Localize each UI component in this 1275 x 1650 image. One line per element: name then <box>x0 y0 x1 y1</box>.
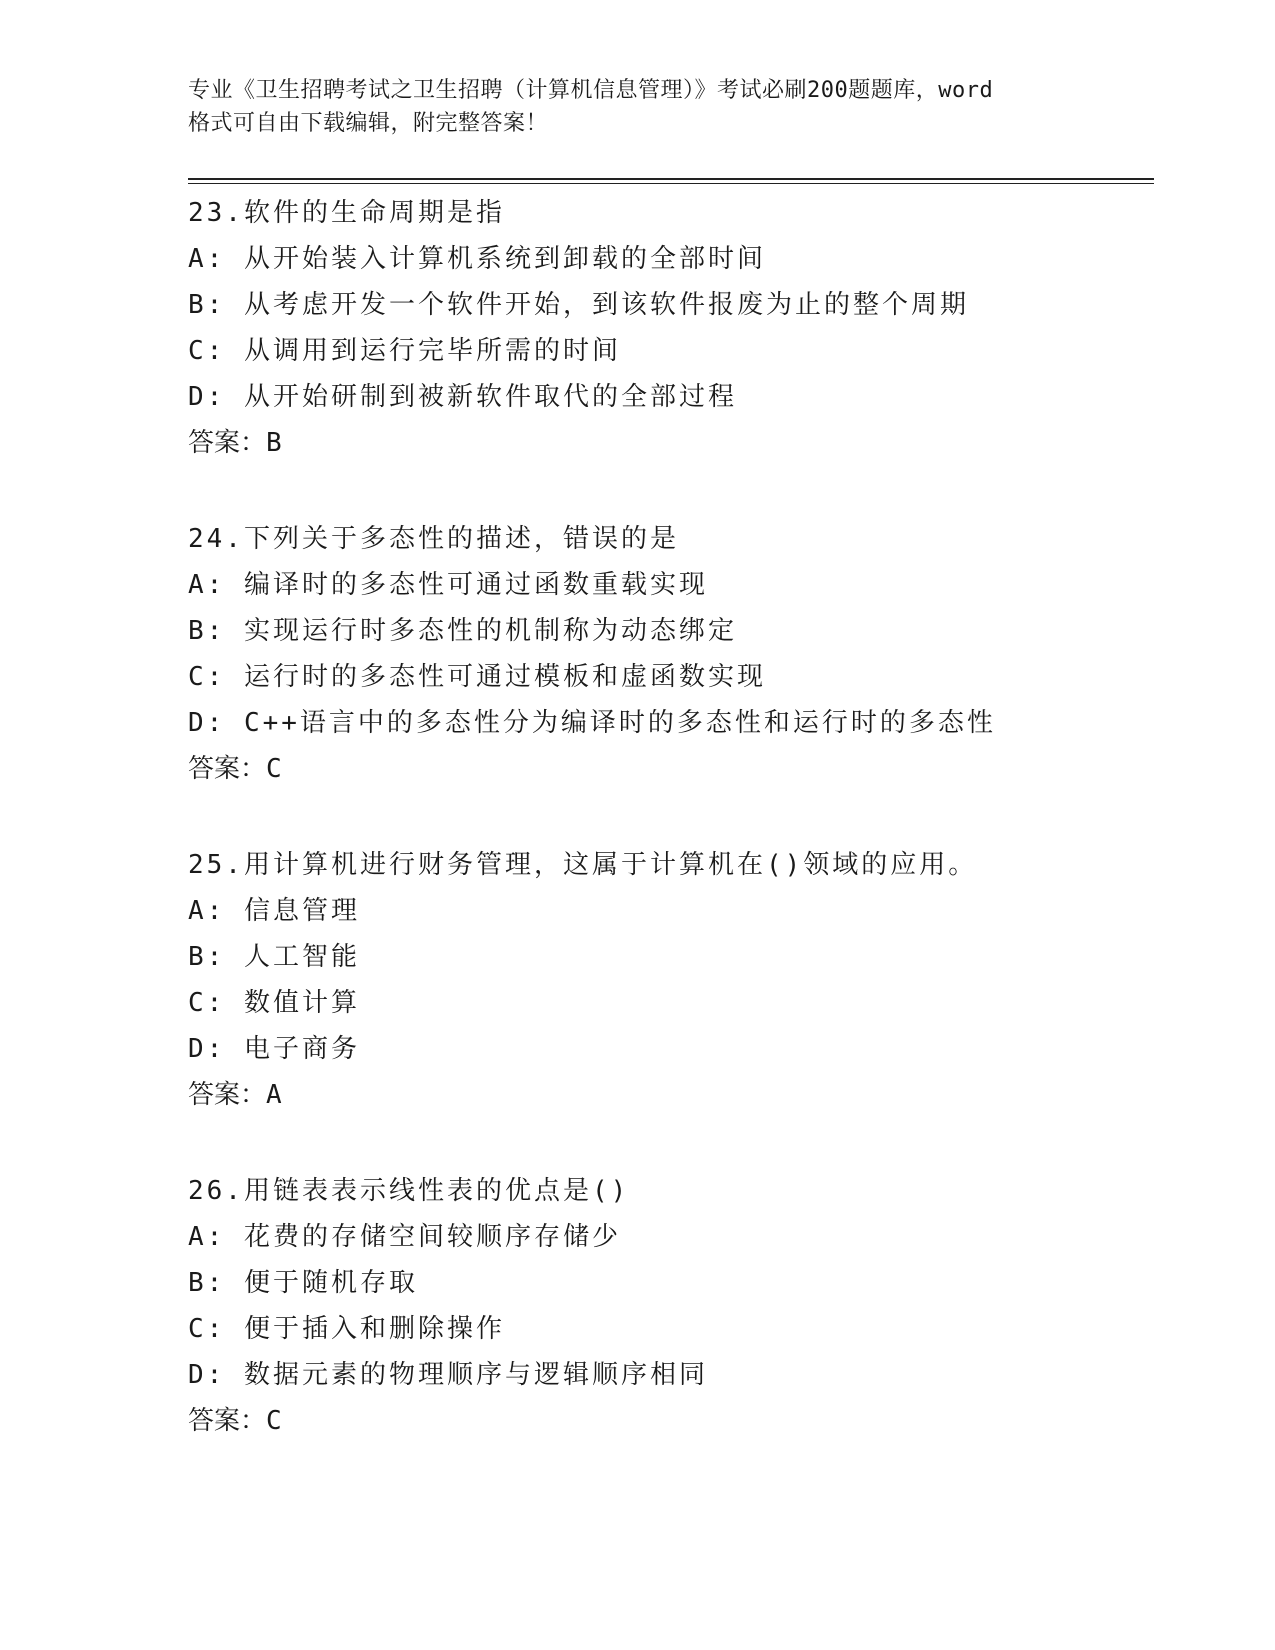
option-b: B: 实现运行时多态性的机制称为动态绑定 <box>188 616 737 646</box>
option-d: D: 从开始研制到被新软件取代的全部过程 <box>188 382 737 412</box>
answer: 答案：A <box>188 1080 282 1110</box>
header-divider-thick <box>188 178 1154 180</box>
option-b: B: 便于随机存取 <box>188 1268 418 1298</box>
header-line-2: 格式可自由下载编辑，附完整答案！ <box>188 111 549 136</box>
option-c: C: 从调用到运行完毕所需的时间 <box>188 336 621 366</box>
question-26 <box>188 1168 1168 1444</box>
answer: 答案：C <box>188 1406 282 1436</box>
option-d: D: 数据元素的物理顺序与逻辑顺序相同 <box>188 1360 708 1390</box>
question-stem: 23.软件的生命周期是指 <box>188 198 505 228</box>
question-list <box>188 190 1168 1494</box>
option-a: A: 信息管理 <box>188 896 360 926</box>
option-b: B: 人工智能 <box>188 942 360 972</box>
option-b: B: 从考虑开发一个软件开始，到该软件报废为止的整个周期 <box>188 290 969 320</box>
question-25 <box>188 842 1168 1118</box>
option-a: A: 从开始装入计算机系统到卸载的全部时间 <box>188 244 766 274</box>
option-d: D: 电子商务 <box>188 1034 360 1064</box>
option-a: A: 花费的存储空间较顺序存储少 <box>188 1222 621 1252</box>
option-d: D: C++语言中的多态性分为编译时的多态性和运行时的多态性 <box>188 708 996 738</box>
question-stem: 24.下列关于多态性的描述，错误的是 <box>188 524 679 554</box>
question-24 <box>188 516 1168 792</box>
question-stem: 25.用计算机进行财务管理，这属于计算机在()领域的应用。 <box>188 850 978 880</box>
document-header <box>188 74 1088 140</box>
answer: 答案：C <box>188 754 282 784</box>
header-line-1: 专业《卫生招聘考试之卫生招聘（计算机信息管理）》考试必刷200题题库，word <box>188 78 994 103</box>
header-divider-thin <box>188 183 1154 184</box>
answer: 答案：B <box>188 428 282 458</box>
question-stem: 26.用链表表示线性表的优点是() <box>188 1176 630 1206</box>
option-c: C: 运行时的多态性可通过模板和虚函数实现 <box>188 662 766 692</box>
option-c: C: 便于插入和删除操作 <box>188 1314 505 1344</box>
option-c: C: 数值计算 <box>188 988 360 1018</box>
question-23 <box>188 190 1168 466</box>
option-a: A: 编译时的多态性可通过函数重载实现 <box>188 570 708 600</box>
